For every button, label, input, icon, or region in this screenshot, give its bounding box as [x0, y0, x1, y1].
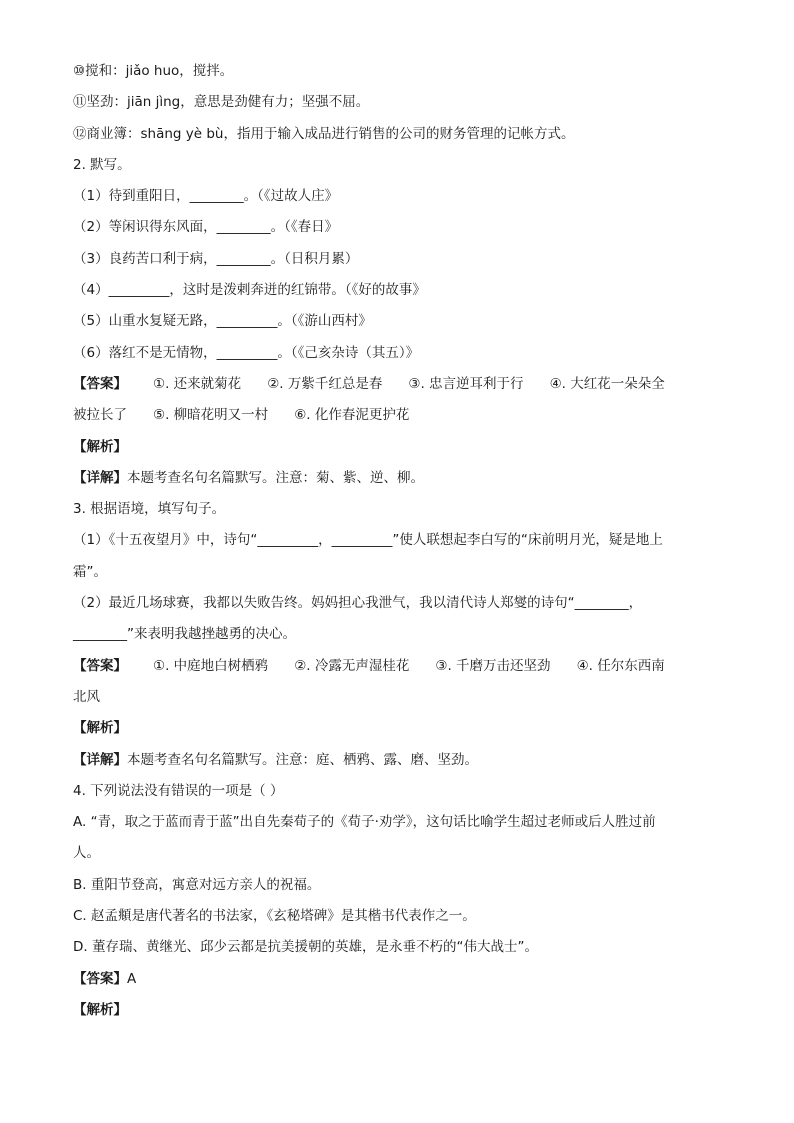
answer-3-row-1 [73, 657, 728, 688]
note-11: ⑪坚劲：jiān jìng，意思是劲健有力；坚强不屈。 [73, 94, 370, 111]
answer-tag: 【答案】 [73, 970, 127, 987]
answer-2-6: ⑥. 化作春泥更护花 [294, 407, 410, 424]
answer-2-row-1 [73, 375, 728, 406]
question-4-option-b: B. 重阳节登高，寓意对远方亲人的祝福。 [73, 876, 321, 893]
answer-2-4: ④. 大红花一朵朵全 [549, 375, 665, 392]
question-3-item-2b: ________”来表明我越挫越勇的决心。 [73, 626, 296, 643]
answer-3-3: ③. 千磨万击还坚劲 [435, 657, 551, 674]
detail-3-text: 本题考查名句名篇默写。注意：庭、栖鸦、露、磨、坚劲。 [127, 751, 478, 768]
question-2-item-5: （5）山重水复疑无路，_________。（《游山西村》 [73, 313, 372, 330]
answer-tag: 【答案】 [73, 375, 127, 392]
detail-2 [73, 469, 728, 500]
answer-4-value: A [127, 970, 137, 987]
note-12: ⑫商业簿：shāng yè bù，指用于输入成品进行销售的公司的财务管理的记帐方式。 [73, 125, 575, 142]
answer-4 [73, 970, 728, 1001]
question-3-item-2a: （2）最近几场球赛，我都以失败告终。妈妈担心我泄气，我以清代诗人郑燮的诗句“________， [73, 595, 643, 612]
analysis-2-tag: 【解析】 [73, 438, 127, 455]
question-4-option-a: A. “青，取之于蓝而青于蓝”出自先秦荀子的《荀子·劝学》，这句话比喻学生超过老师或后人胜过前 [73, 814, 656, 831]
answer-2-1: ①. 还来就菊花 [153, 375, 242, 392]
answer-3-4: ④. 任尔东西南 [576, 657, 665, 674]
note-10: ⑩搅和：jiǎo huo，搅拌。 [73, 63, 234, 79]
question-3-title: 3. 根据语境，填写句子。 [73, 501, 226, 518]
question-4-option-c: C. 赵孟頫是唐代著名的书法家，《玄秘塔碑》是其楷书代表作之一。 [73, 908, 476, 925]
answer-3-2: ②. 冷露无声湿桂花 [294, 657, 410, 674]
answer-3-1: ①. 中庭地白树栖鸦 [153, 657, 269, 674]
question-3-item-1a: （1）《十五夜望月》中，诗句“_________，_________”使人联想起李白写的“床前明月光，疑是地上 [73, 532, 663, 549]
question-4-option-d: D. 董存瑞、黄继光、邱少云都是抗美援朝的英雄，是永垂不朽的“伟大战士”。 [73, 939, 538, 956]
answer-2-4-cont: 被拉长了 [73, 407, 127, 424]
question-2-item-1: （1）待到重阳日，________。（《过故人庄》 [73, 188, 339, 205]
answer-2-row-2 [73, 406, 728, 437]
detail-3 [73, 751, 728, 782]
answer-2-3: ③. 忠言逆耳利于行 [408, 375, 524, 392]
question-4-option-a-cont: 人。 [73, 845, 100, 862]
detail-tag: 【详解】 [73, 751, 127, 768]
question-4-title: 4. 下列说法没有错误的一项是（ ） [73, 782, 284, 799]
question-3-item-1b: 霜”。 [73, 563, 107, 580]
question-2-title: 2. 默写。 [73, 156, 131, 173]
analysis-4-tag: 【解析】 [73, 1001, 127, 1018]
answer-3-4-cont: 北风 [73, 688, 100, 705]
answer-2-5: ⑤. 柳暗花明又一村 [153, 407, 269, 424]
question-2-item-6: （6）落红不是无情物，_________。（《己亥杂诗（其五）》 [73, 344, 420, 361]
detail-tag: 【详解】 [73, 469, 127, 486]
question-2-item-2: （2）等闲识得东风面，________。（《春日》 [73, 219, 339, 236]
analysis-3-tag: 【解析】 [73, 720, 127, 737]
answer-tag: 【答案】 [73, 657, 127, 674]
answer-2-2: ②. 万紫千红总是春 [267, 375, 383, 392]
question-2-item-4: （4）_________，这时是泼剌奔迸的红锦带。（《好的故事》 [73, 282, 426, 299]
question-2-item-3: （3）良药苦口利于病，________。（日积月累） [73, 250, 359, 267]
document-page [73, 62, 728, 1032]
detail-2-text: 本题考查名句名篇默写。注意：菊、紫、逆、柳。 [127, 469, 424, 486]
